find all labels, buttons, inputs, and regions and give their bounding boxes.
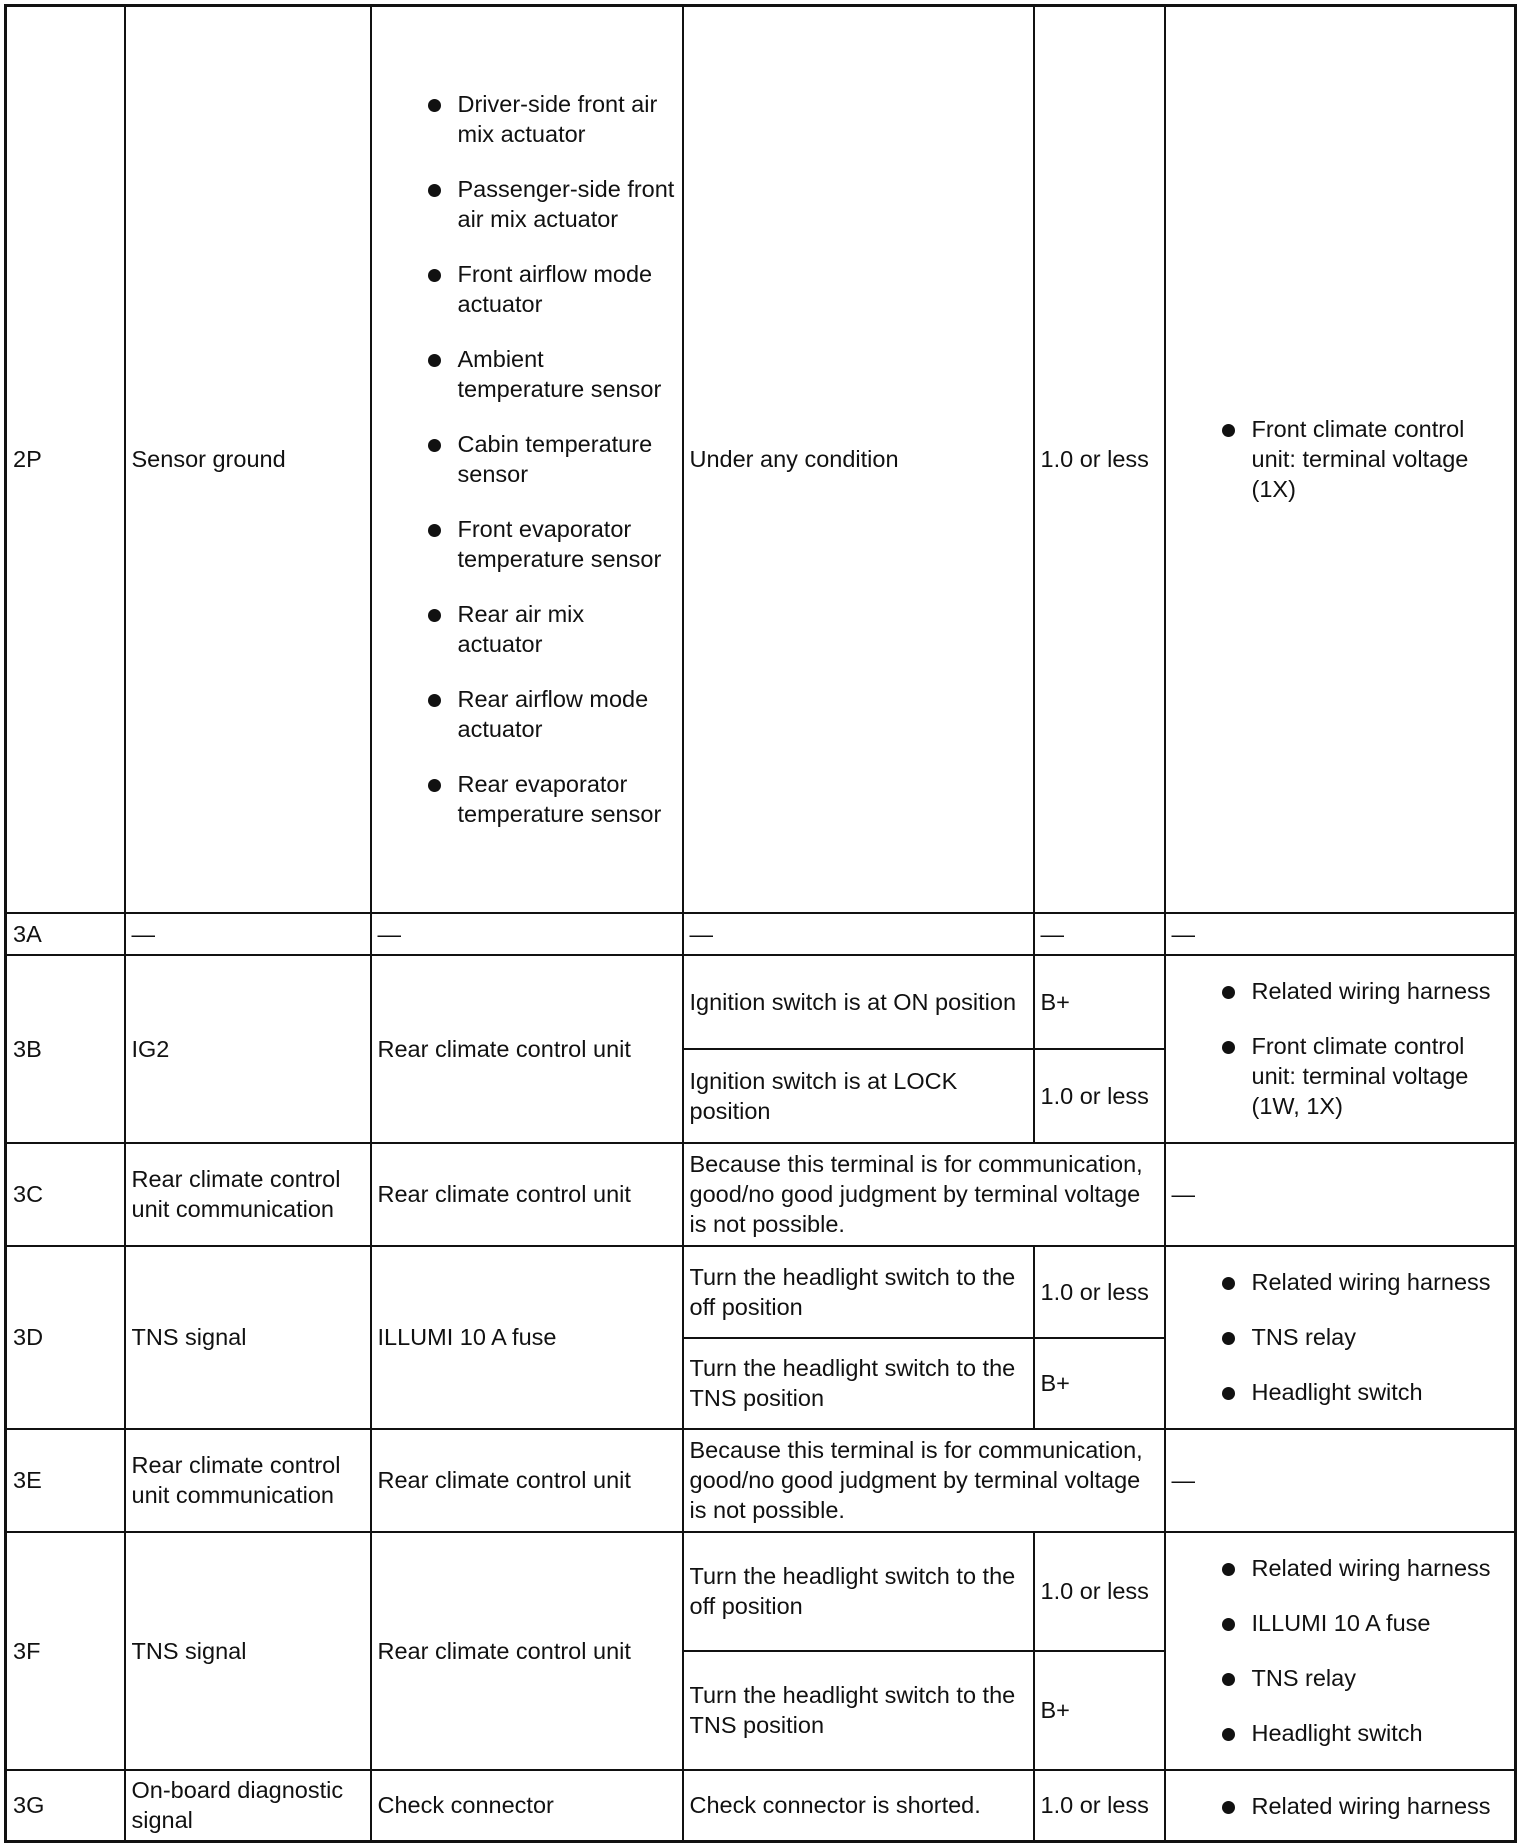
voltage-cell: B+: [1034, 1651, 1165, 1770]
connected-to-cell: Rear climate control unit: [371, 1429, 683, 1532]
list-item: Front climate control unit: terminal voltage (1W, 1X): [1216, 1031, 1509, 1121]
list-item: Related wiring harness: [1216, 1553, 1509, 1583]
list-item: Related wiring harness: [1216, 976, 1509, 1006]
signal-cell: Rear climate control unit communication: [125, 1429, 371, 1532]
terminal-voltage-table-page: [4, 4, 1514, 1843]
signal-cell: Rear climate control unit communication: [125, 1143, 371, 1246]
table-row: [6, 913, 1516, 955]
connected-to-cell: Rear climate control unit: [371, 1143, 683, 1246]
terminal-cell: 3D: [6, 1246, 125, 1429]
terminal-voltage-table: [4, 4, 1517, 1843]
table-row: [6, 1429, 1516, 1532]
list-item: Passenger-side front air mix actuator: [422, 174, 676, 234]
table-row: [6, 955, 1516, 1049]
terminal-cell: 3B: [6, 955, 125, 1143]
voltage-cell: 1.0 or less: [1034, 1770, 1165, 1842]
signal-cell: —: [125, 913, 371, 955]
terminal-cell: 3E: [6, 1429, 125, 1532]
table-row: [6, 1770, 1516, 1842]
list-item: Rear evaporator temperature sensor: [422, 769, 676, 829]
connected-to-cell: —: [371, 913, 683, 955]
inspection-cell: —: [1165, 913, 1516, 955]
list-item: Front climate control unit: terminal voltage (1X): [1216, 414, 1509, 504]
condition-cell: Check connector is shorted.: [683, 1770, 1034, 1842]
inspection-cell: [1165, 1770, 1516, 1842]
condition-cell: Turn the headlight switch to the TNS position: [683, 1338, 1034, 1429]
list-item: Driver-side front air mix actuator: [422, 89, 676, 149]
condition-cell: Turn the headlight switch to the off position: [683, 1532, 1034, 1651]
list-item: Front airflow mode actuator: [422, 259, 676, 319]
list-item: Related wiring harness: [1216, 1267, 1509, 1297]
condition-cell: Ignition switch is at LOCK position: [683, 1049, 1034, 1143]
voltage-cell: B+: [1034, 955, 1165, 1049]
voltage-cell: —: [1034, 913, 1165, 955]
connected-to-cell: Check connector: [371, 1770, 683, 1842]
voltage-cell: 1.0 or less: [1034, 1246, 1165, 1338]
signal-cell: TNS signal: [125, 1246, 371, 1429]
connected-to-cell: [371, 6, 683, 913]
signal-cell: Sensor ground: [125, 6, 371, 913]
list-item: Headlight switch: [1216, 1718, 1509, 1748]
inspection-cell: —: [1165, 1143, 1516, 1246]
table-row: [6, 1143, 1516, 1246]
inspection-cell: —: [1165, 1429, 1516, 1532]
connected-to-cell: Rear climate control unit: [371, 955, 683, 1143]
condition-cell: —: [683, 913, 1034, 955]
list-item: TNS relay: [1216, 1663, 1509, 1693]
voltage-cell: 1.0 or less: [1034, 1049, 1165, 1143]
table-row: [6, 1532, 1516, 1651]
list-item: Ambient temperature sensor: [422, 344, 676, 404]
signal-cell: TNS signal: [125, 1532, 371, 1770]
list-item: Front evaporator temperature sensor: [422, 514, 676, 574]
voltage-cell: B+: [1034, 1338, 1165, 1429]
inspection-cell: [1165, 6, 1516, 913]
condition-cell: Ignition switch is at ON position: [683, 955, 1034, 1049]
terminal-cell: 3C: [6, 1143, 125, 1246]
list-item: Related wiring harness: [1216, 1791, 1509, 1821]
list-item: TNS relay: [1216, 1322, 1509, 1352]
signal-cell: On-board diagnostic signal: [125, 1770, 371, 1842]
terminal-cell: 3G: [6, 1770, 125, 1842]
terminal-cell: 3A: [6, 913, 125, 955]
condition-cell: Turn the headlight switch to the off position: [683, 1246, 1034, 1338]
connected-to-cell: ILLUMI 10 A fuse: [371, 1246, 683, 1429]
voltage-cell: 1.0 or less: [1034, 1532, 1165, 1651]
inspection-cell: [1165, 955, 1516, 1143]
note-cell: Because this terminal is for communication, good/no good judgment by terminal voltage is not possible.: [683, 1429, 1165, 1532]
signal-cell: IG2: [125, 955, 371, 1143]
voltage-cell: 1.0 or less: [1034, 6, 1165, 913]
list-item: Headlight switch: [1216, 1377, 1509, 1407]
list-item: Cabin temperature sensor: [422, 429, 676, 489]
connected-to-cell: Rear climate control unit: [371, 1532, 683, 1770]
list-item: Rear airflow mode actuator: [422, 684, 676, 744]
note-cell: Because this terminal is for communication, good/no good judgment by terminal voltage is not possible.: [683, 1143, 1165, 1246]
condition-cell: Under any condition: [683, 6, 1034, 913]
inspection-cell: [1165, 1532, 1516, 1770]
terminal-cell: 2P: [6, 6, 125, 913]
table-row: [6, 1246, 1516, 1338]
table-row: [6, 6, 1516, 913]
inspection-cell: [1165, 1246, 1516, 1429]
condition-cell: Turn the headlight switch to the TNS position: [683, 1651, 1034, 1770]
terminal-cell: 3F: [6, 1532, 125, 1770]
list-item: ILLUMI 10 A fuse: [1216, 1608, 1509, 1638]
list-item: Rear air mix actuator: [422, 599, 676, 659]
